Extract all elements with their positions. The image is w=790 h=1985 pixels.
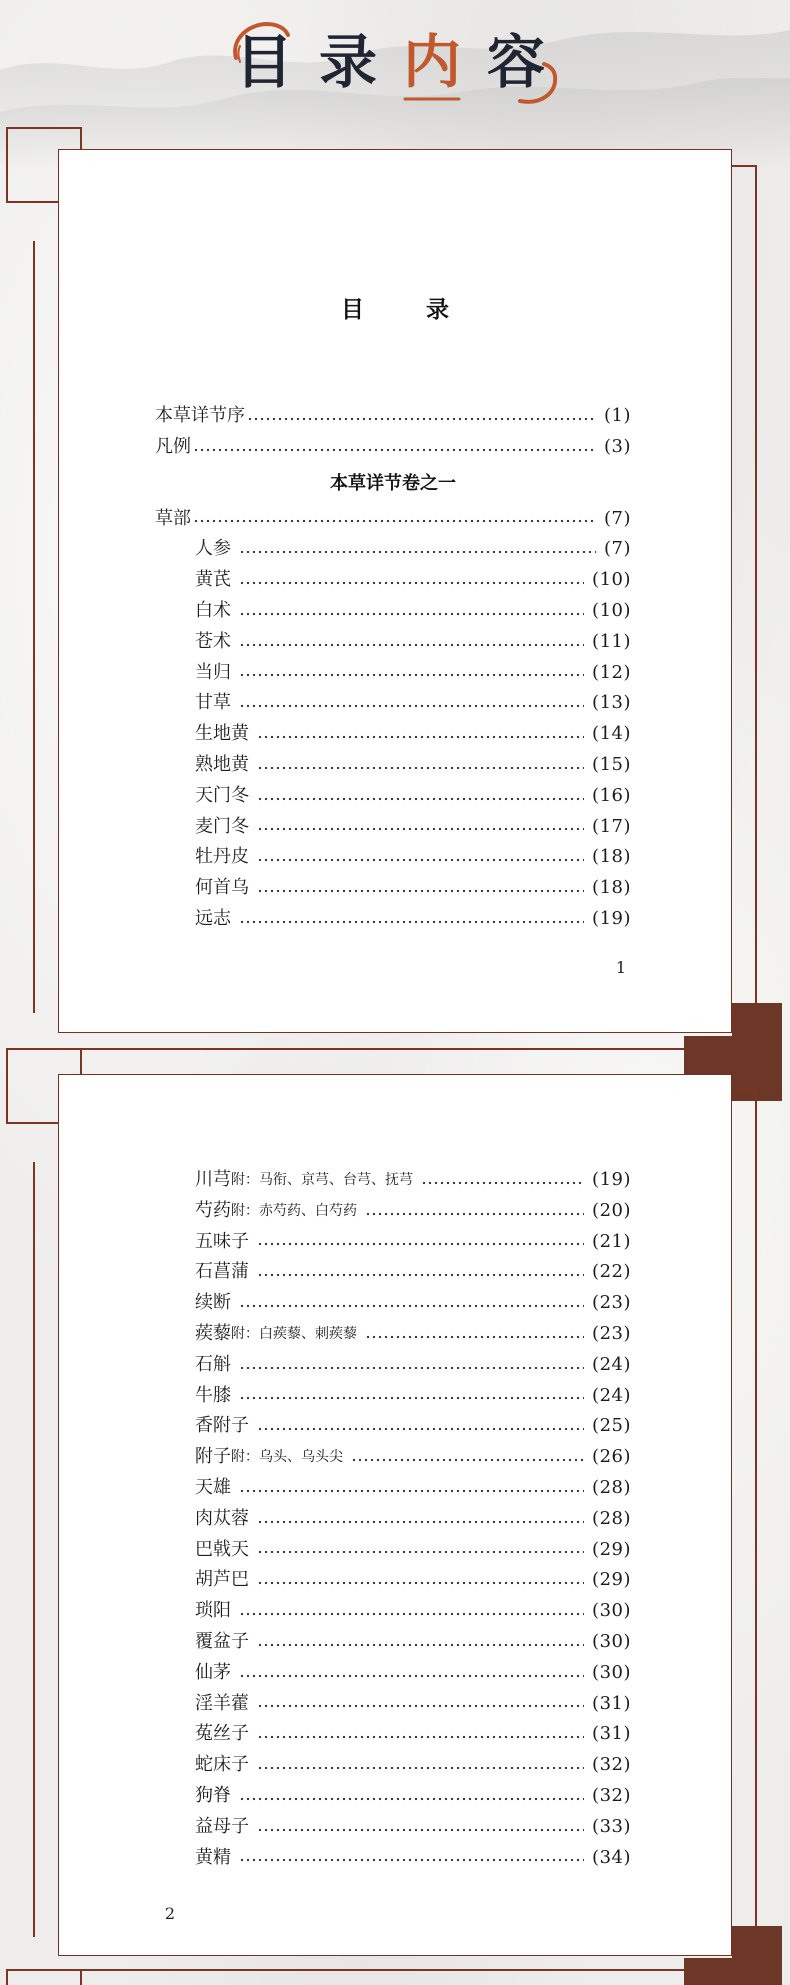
- entry-name: 黄芪: [195, 569, 231, 591]
- entry-name: 本草详节序: [155, 405, 245, 426]
- entry-note: 附：白蒺藜、刺蒺藜: [231, 1325, 357, 1342]
- title-char: 录: [318, 28, 377, 96]
- entry-name: 胡芦巴: [195, 1569, 249, 1591]
- accent-block: [732, 1003, 782, 1101]
- toc-heading-text: 目录: [341, 297, 511, 323]
- entry-page-ref: (31): [592, 1723, 631, 1745]
- ink-swirl-left: [235, 24, 288, 58]
- toc-entry: [155, 1288, 631, 1319]
- entry-name: 当归: [195, 661, 231, 683]
- toc-list: [155, 1165, 631, 1873]
- entry-name: 川芎: [195, 1169, 231, 1190]
- entry-page-ref: (32): [592, 1784, 631, 1806]
- entry-name: 石斛: [195, 1353, 231, 1375]
- entry-name: 肉苁蓉: [195, 1507, 249, 1529]
- toc-entry: [155, 842, 631, 873]
- toc-entry: [155, 750, 631, 781]
- entry-page-ref: (20): [592, 1199, 631, 1221]
- entry-name: 人参: [195, 538, 231, 560]
- toc-entry: [155, 504, 631, 535]
- dot-leader: [257, 1765, 584, 1771]
- dot-leader: [257, 1549, 584, 1555]
- entry-page-ref: (7): [604, 507, 631, 529]
- dot-leader: [257, 1272, 584, 1278]
- entry-name: 附子: [195, 1446, 231, 1468]
- dot-leader: [239, 580, 584, 586]
- frame-top-line: [6, 1969, 684, 1971]
- toc-list: [155, 401, 631, 935]
- dot-leader: [239, 611, 584, 617]
- entry-name: 麦门冬: [195, 815, 249, 837]
- entry-name: 牡丹皮: [195, 846, 249, 868]
- toc-entry: [155, 658, 631, 689]
- entry-page-ref: (22): [592, 1261, 631, 1283]
- entry-name: 天门冬: [195, 784, 249, 806]
- title-char-accent: 内: [402, 28, 461, 96]
- entry-name: 苍术: [195, 630, 231, 652]
- entry-page-ref: (21): [592, 1230, 631, 1252]
- entry-page-ref: (10): [592, 569, 631, 591]
- toc-entry: [155, 1473, 631, 1504]
- entry-name: 芍药: [195, 1199, 231, 1221]
- toc-entry: [155, 1535, 631, 1566]
- dot-leader: [257, 888, 584, 894]
- toc-entry: [155, 1442, 631, 1473]
- toc-entry: [155, 1381, 631, 1412]
- entry-page-ref: (3): [604, 435, 631, 457]
- toc-entry: [155, 1627, 631, 1658]
- entry-page-ref: (30): [592, 1661, 631, 1683]
- entry-page-ref: (28): [592, 1476, 631, 1498]
- toc-entry: [155, 904, 631, 935]
- toc-entry: [155, 1257, 631, 1288]
- toc-entry: [155, 719, 631, 750]
- entry-name: 益母子: [195, 1815, 249, 1837]
- page-number: 2: [164, 1904, 176, 1923]
- entry-name: 巴戟天: [195, 1538, 249, 1560]
- dot-leader: [239, 1488, 584, 1494]
- entry-page-ref: (33): [592, 1815, 631, 1837]
- entry-page-ref: (16): [592, 784, 631, 806]
- accent-block: [732, 1926, 782, 1985]
- toc-entry: [155, 688, 631, 719]
- toc-entry: [155, 1689, 631, 1720]
- toc-entry: [155, 1843, 631, 1874]
- dot-leader: [193, 518, 596, 524]
- entry-page-ref: (19): [592, 1169, 631, 1190]
- entry-page-ref: (23): [592, 1322, 631, 1344]
- entry-page-ref: (24): [592, 1384, 631, 1406]
- dot-leader: [257, 1703, 584, 1709]
- toc-entry: [155, 1596, 631, 1627]
- entry-name: 续断: [195, 1292, 231, 1314]
- dot-leader: [239, 703, 584, 709]
- dot-leader: [257, 1827, 584, 1833]
- entry-page-ref: (11): [592, 630, 631, 652]
- entry-page-ref: (29): [592, 1569, 631, 1591]
- entry-name: 狗脊: [195, 1784, 231, 1806]
- toc-section-heading: 本草详节卷之一: [330, 472, 456, 494]
- toc-page-2: [58, 1074, 732, 1956]
- entry-name: 仙茅: [195, 1661, 231, 1683]
- entry-name: 琐阳: [195, 1600, 231, 1622]
- toc-entry: [155, 1565, 631, 1596]
- toc-entry: [155, 565, 631, 596]
- dot-leader: [257, 796, 584, 802]
- entry-page-ref: (19): [592, 907, 631, 929]
- entry-name: 蒺藜: [195, 1322, 231, 1344]
- dot-leader: [257, 826, 584, 832]
- entry-name: 牛膝: [195, 1384, 231, 1406]
- dot-leader: [257, 1580, 584, 1586]
- page-number: 1: [615, 958, 627, 977]
- entry-page-ref: (32): [592, 1754, 631, 1776]
- ink-swirl-decoration: [0, 0, 790, 120]
- dot-leader: [239, 1857, 584, 1863]
- entry-page-ref: (14): [592, 723, 631, 745]
- entry-page-ref: (24): [592, 1353, 631, 1375]
- dot-leader: [257, 1241, 584, 1247]
- toc-entry: [155, 1196, 631, 1227]
- title-char: 目: [234, 28, 293, 96]
- dot-leader: [421, 1180, 584, 1186]
- entry-page-ref: (18): [592, 877, 631, 899]
- entry-name: 香附子: [195, 1415, 249, 1437]
- toc-page-1: [58, 149, 732, 1033]
- entry-page-ref: (1): [604, 405, 631, 426]
- toc-entry: [155, 873, 631, 904]
- dot-leader: [351, 1457, 584, 1463]
- toc-entry: [155, 1812, 631, 1843]
- entry-name: 石菖蒲: [195, 1261, 249, 1283]
- entry-page-ref: (10): [592, 599, 631, 621]
- dot-leader: [239, 1365, 584, 1371]
- frame-corner-square: [6, 1969, 82, 1985]
- toc-entry: [155, 1781, 631, 1812]
- ink-swirl-left-tail: [239, 46, 241, 62]
- dot-leader: [239, 1395, 584, 1401]
- entry-note: 附：赤芍药、白芍药: [231, 1202, 357, 1219]
- toc-entry: [155, 812, 631, 843]
- dot-leader: [257, 1734, 584, 1740]
- entry-note: 附：乌头、乌头尖: [231, 1449, 343, 1466]
- entry-name: 菟丝子: [195, 1723, 249, 1745]
- entry-page-ref: (30): [592, 1600, 631, 1622]
- entry-name: 凡例: [155, 435, 191, 457]
- entry-page-ref: (13): [592, 692, 631, 714]
- entry-name: 覆盆子: [195, 1630, 249, 1652]
- toc-entry: [155, 534, 631, 565]
- entry-name: 草部: [155, 507, 191, 529]
- dot-leader: [365, 1334, 584, 1340]
- entry-name: 黄精: [195, 1846, 231, 1868]
- accent-block: [684, 1036, 732, 1074]
- toc-entry: [155, 432, 631, 463]
- accent-block: [684, 1958, 732, 1985]
- toc-entry: [155, 1319, 631, 1350]
- entry-page-ref: (17): [592, 815, 631, 837]
- entry-page-ref: (31): [592, 1692, 631, 1714]
- toc-heading: [59, 295, 731, 325]
- entry-page-ref: (23): [592, 1292, 631, 1314]
- dot-leader: [257, 1519, 584, 1525]
- dot-leader: [239, 1303, 584, 1309]
- entry-page-ref: (12): [592, 661, 631, 683]
- toc-entry: [155, 1411, 631, 1442]
- dot-leader: [239, 919, 584, 925]
- dot-leader: [257, 1426, 584, 1432]
- dot-leader: [365, 1211, 584, 1217]
- frame-top-line: [6, 1048, 684, 1050]
- entry-page-ref: (15): [592, 753, 631, 775]
- dot-leader: [257, 765, 584, 771]
- entry-page-ref: (7): [604, 538, 631, 560]
- entry-name: 熟地黄: [195, 753, 249, 775]
- dot-leader: [257, 734, 584, 740]
- frame-left-line: [33, 241, 35, 1013]
- dot-leader: [239, 642, 584, 648]
- entry-name: 生地黄: [195, 723, 249, 745]
- entry-note: 附：马衔、京芎、台芎、抚芎: [231, 1172, 413, 1188]
- dot-leader: [247, 416, 596, 422]
- toc-entry: [155, 401, 631, 432]
- ink-swirl-right: [520, 64, 555, 102]
- entry-name: 五味子: [195, 1230, 249, 1252]
- entry-name: 何首乌: [195, 877, 249, 899]
- entry-page-ref: (18): [592, 846, 631, 868]
- entry-page-ref: (30): [592, 1630, 631, 1652]
- dot-leader: [239, 1673, 584, 1679]
- toc-entry: [155, 596, 631, 627]
- toc-entry: [155, 1350, 631, 1381]
- toc-entry: [155, 781, 631, 812]
- entry-name: 远志: [195, 907, 231, 929]
- entry-name: 蛇床子: [195, 1754, 249, 1776]
- dot-leader: [257, 857, 584, 863]
- dot-leader: [239, 549, 596, 555]
- entry-name: 白术: [195, 599, 231, 621]
- entry-page-ref: (29): [592, 1538, 631, 1560]
- toc-entry: [155, 1719, 631, 1750]
- toc-entry: [155, 1227, 631, 1258]
- entry-name: 甘草: [195, 692, 231, 714]
- dot-leader: [239, 1796, 584, 1802]
- entry-page-ref: (34): [592, 1846, 631, 1868]
- toc-entry: [155, 1658, 631, 1689]
- entry-name: 天雄: [195, 1476, 231, 1498]
- dot-leader: [239, 672, 584, 678]
- frame-left-line: [33, 1162, 35, 1937]
- dot-leader: [193, 447, 596, 453]
- toc-entry: [155, 1750, 631, 1781]
- dot-leader: [239, 1611, 584, 1617]
- entry-page-ref: (26): [592, 1446, 631, 1468]
- entry-page-ref: (25): [592, 1415, 631, 1437]
- toc-entry: [155, 1165, 631, 1196]
- toc-entry: [155, 1504, 631, 1535]
- entry-name: 淫羊藿: [195, 1692, 249, 1714]
- dot-leader: [257, 1642, 584, 1648]
- title-char: 容: [486, 28, 545, 96]
- toc-entry: [155, 627, 631, 658]
- entry-page-ref: (28): [592, 1507, 631, 1529]
